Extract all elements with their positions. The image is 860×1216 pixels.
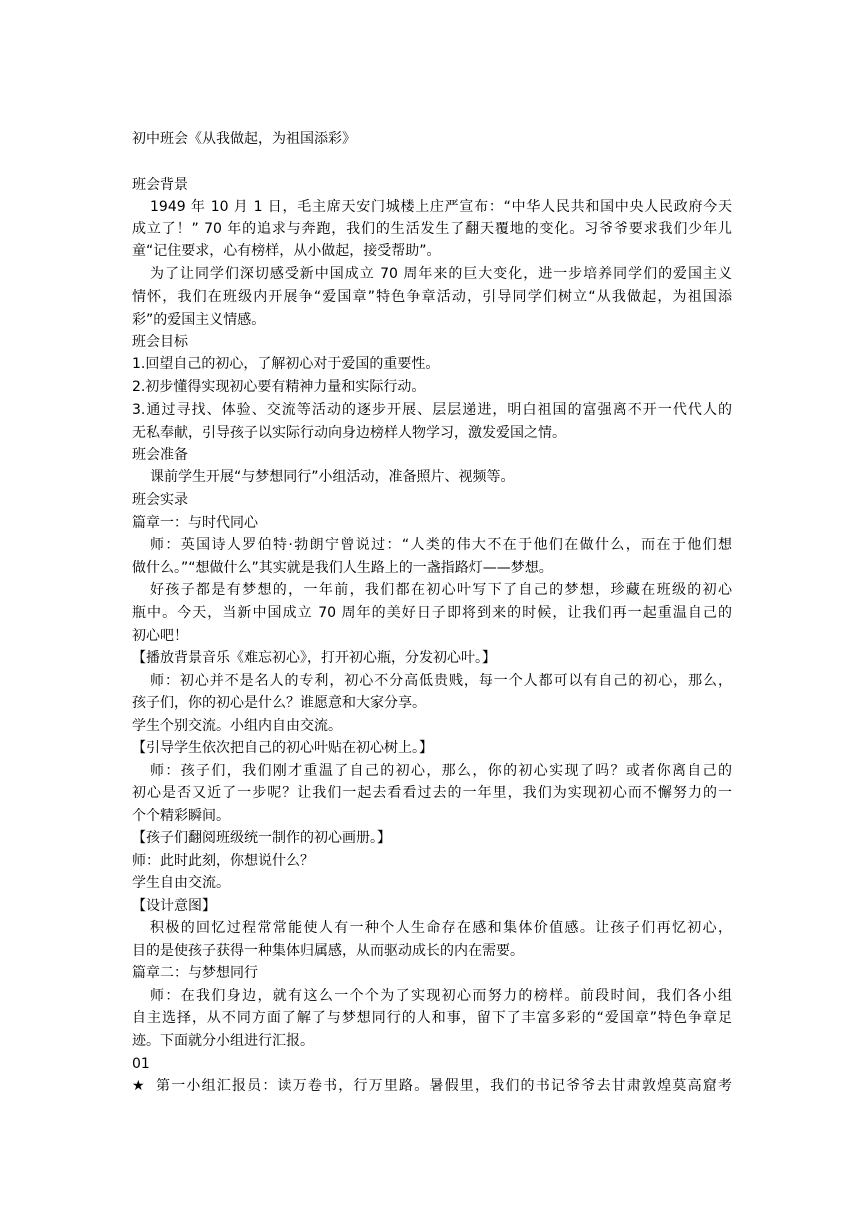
goal-item: 1.回望自己的初心，了解初心对于爱国的重要性。 <box>132 356 440 372</box>
paragraph-line: 学生自由交流。 <box>132 875 230 891</box>
paragraph-line: 初心是否又近了一步呢？让我们一起去看看过去的一年里，我们为实现初心而不懈努力的一 <box>132 785 732 801</box>
paragraph-line: 第一小组汇报员：读万卷书，行万里路。暑假里，我们的书记爷爷去甘肃敦煌莫高窟考 <box>156 1078 732 1094</box>
paragraph-line: 课前学生开展“与梦想同行”小组活动，准备照片、视频等。 <box>150 469 515 485</box>
paragraph-line: 迹。下面就分小组进行汇报。 <box>132 1033 314 1049</box>
chapter-heading: 篇章一：与时代同心 <box>132 515 258 531</box>
paragraph-line: 初心吧！ <box>132 628 188 644</box>
paragraph-line: 师：英国诗人罗伯特·勃朗宁曾说过：“人类的伟大不在于他们在做什么，而在于他们想 <box>150 537 732 553</box>
stage-direction: 【孩子们翻阅班级统一制作的初心画册。】 <box>132 830 391 846</box>
goal-item: 2.初步懂得实现初心要有精神力量和实际行动。 <box>132 379 426 395</box>
design-intent-heading: 【设计意图】 <box>132 898 216 914</box>
paragraph-line: 自主选择，从不同方面了解了与梦想同行的人和事，留下了丰富多彩的“爱国章”特色争章足 <box>132 1010 732 1026</box>
star-icon: ★ <box>132 1078 145 1094</box>
paragraph-line: 好孩子都是有梦想的，一年前，我们都在初心叶写下了自己的梦想，珍藏在班级的初心 <box>150 582 732 598</box>
paragraph-line: 师：孩子们，我们刚才重温了自己的初心，那么，你的初心实现了吗？或者你离自己的 <box>150 763 732 779</box>
paragraph-line: 孩子们，你的初心是什么？谁愿意和大家分享。 <box>132 695 426 711</box>
paragraph-line: 瓶中。今天，当新中国成立 70 周年的美好日子即将到来的时候，让我们再一起重温自己的 <box>132 605 732 621</box>
stage-direction: 【引导学生依次把自己的初心叶贴在初心树上。】 <box>132 740 433 756</box>
paragraph-line: 无私奉献，引导孩子以实际行动向身边榜样人物学习，激发爱国之情。 <box>132 425 566 441</box>
stage-direction: 【播放背景音乐《难忘初心》，打开初心瓶，分发初心叶。】 <box>132 650 496 666</box>
paragraph-line: 师：此时此刻，你想说什么？ <box>132 853 314 869</box>
paragraph-line: 情怀，我们在班级内开展争“爱国章”特色争章活动，引导同学们树立“从我做起，为祖国添 <box>132 289 732 305</box>
paragraph-line: 彩”的爱国主义情感。 <box>132 312 266 328</box>
paragraph-line: 学生个别交流。小组内自由交流。 <box>132 718 342 734</box>
goal-item: 3.通过寻找、体验、交流等活动的逐步开展、层层递进，明白祖国的富强离不开一代代人的 <box>132 402 732 418</box>
item-number: 01 <box>132 1056 150 1072</box>
chapter-heading: 篇章二：与梦想同行 <box>132 965 258 981</box>
paragraph-line: 童“记住要求，心有榜样，从小做起，接受帮助”。 <box>132 243 441 259</box>
paragraph-line: 1949 年 10 月 1 日，毛主席天安门城楼上庄严宣布：“中华人民共和国中央人民政府今天 <box>150 199 732 215</box>
paragraph-line: 积极的回忆过程常常能使人有一种个人生命存在感和集体价值感。让孩子们再忆初心， <box>150 920 732 936</box>
paragraph-line: 师：在我们身边，就有这么一个个为了实现初心而努力的榜样。前段时间，我们各小组 <box>150 988 732 1004</box>
paragraph-line: 成立了！” 70 年的追求与奔跑，我们的生活发生了翻天覆地的变化。习爷爷要求我们少年儿 <box>132 221 732 237</box>
section-heading-goals: 班会目标 <box>132 334 188 350</box>
section-heading-record: 班会实录 <box>132 492 188 508</box>
section-heading-preparation: 班会准备 <box>132 447 188 463</box>
paragraph-line: 个个精彩瞬间。 <box>132 808 230 824</box>
document-title: 初中班会《从我做起，为祖国添彩》 <box>132 131 356 147</box>
section-heading-background: 班会背景 <box>132 177 188 193</box>
paragraph-line: 目的是使孩子获得一种集体归属感，从而驱动成长的内在需要。 <box>132 943 524 959</box>
paragraph-line: 为了让同学们深切感受新中国成立 70 周年来的巨大变化，进一步培养同学们的爱国主义 <box>150 266 732 282</box>
paragraph-line: 做什么。”“想做什么”其实就是我们人生路上的一盏指路灯——梦想。 <box>132 560 553 576</box>
paragraph-line: 师：初心并不是名人的专利，初心不分高低贵贱，每一个人都可以有自己的初心，那么， <box>150 673 732 689</box>
